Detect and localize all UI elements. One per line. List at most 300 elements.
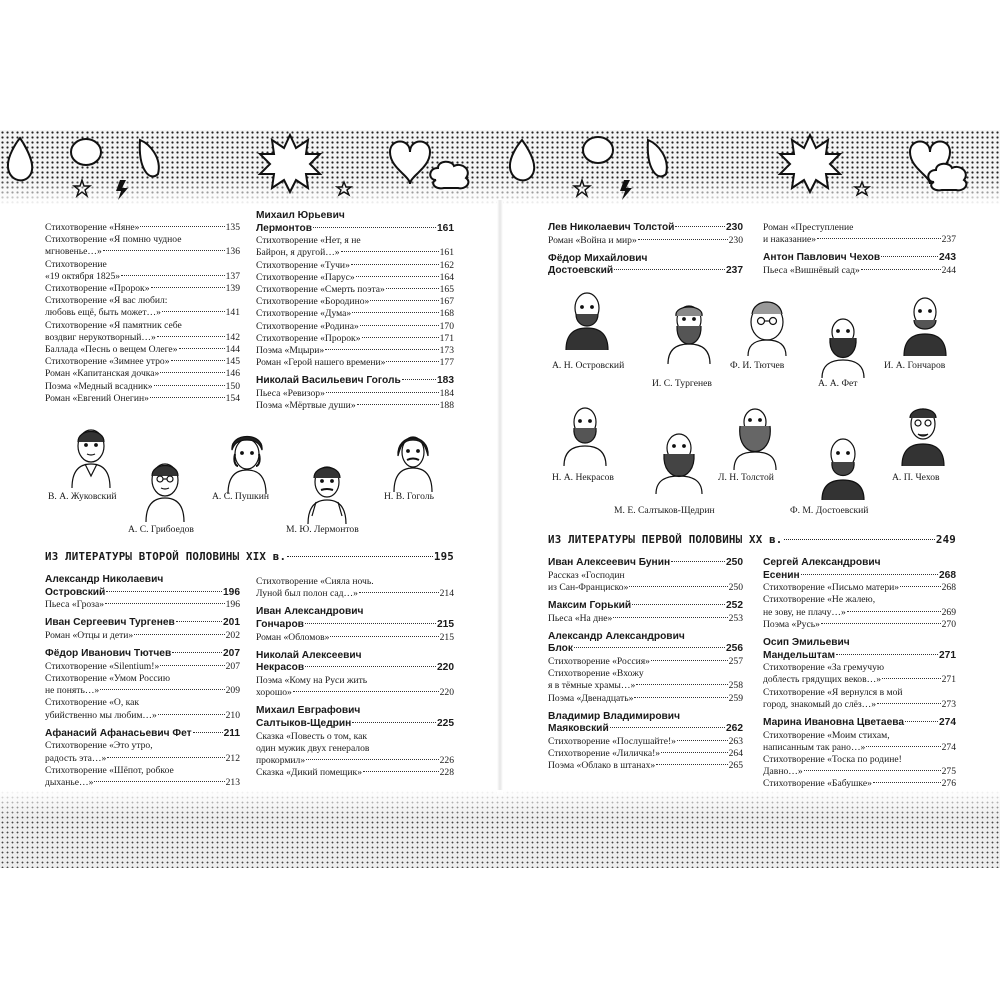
page-number: 268 [939,569,956,581]
work-title: Пьеса «Гроза» [45,599,105,611]
work-title: Поэма «Русь» [763,618,820,630]
work-title: Стихотворение «Бородино» [256,296,370,308]
portrait-gogol [390,426,436,492]
work-title: Роман «Обломов» [256,631,330,643]
dot-leader [357,404,439,405]
page-number: 142 [225,331,240,343]
author-name: Лермонтов [256,222,313,234]
toc-entry-line: Стихотворение «Я вас любил: [45,295,168,307]
work-title: Стихотворение «Бабушке» [763,778,872,790]
dot-leader [632,604,725,605]
caption-tyutchev: Ф. И. Тютчев [730,360,785,371]
toc-entry-line [256,321,454,333]
author-name: Николай Васильевич Гоголь [256,375,401,387]
toc-author-line: Николай Алексеевич [256,649,362,661]
author-name: Марина Ивановна Цветаева [763,717,905,728]
toc-entry-line [548,656,743,668]
toc-entry-line [548,736,743,748]
cloud-icon [430,162,468,189]
page-number: 177 [439,357,454,369]
page-number: 230 [728,234,743,246]
toc-author [45,587,240,600]
dot-leader [881,256,938,257]
author-name: Гончаров [256,619,304,630]
dot-leader [162,311,225,312]
author-name: Некрасов [256,662,305,674]
dot-leader [100,689,224,690]
work-title: Роман «Отцы и дети» [45,629,134,641]
toc-entry-line: Стихотворение «За гремучую [763,662,885,674]
page-number: 250 [726,557,743,568]
section-heading-xix [45,550,454,563]
section-title: ИЗ ЛИТЕРАТУРЫ ПЕРВОЙ ПОЛОВИНЫ XX в. [548,533,783,546]
page-number: 196 [225,599,240,611]
work-title: любовь ещё, быть может…» [45,307,161,319]
right-toc-column-4 [763,557,956,791]
page-number: 258 [728,680,743,692]
dot-leader [656,764,727,765]
left-toc-column-1 [45,222,240,405]
toc-author [548,711,743,724]
toc-entry-line [256,260,454,272]
dot-leader [140,226,224,227]
page-number: 230 [726,222,743,233]
toc-author-line: Сергей Александрович [763,557,881,568]
burst-icon [260,135,320,192]
page-number: 188 [439,400,454,412]
dot-leader [402,379,436,380]
heart-icon [390,142,430,185]
toc-author [548,557,743,570]
dot-leader [804,770,941,771]
dot-leader [386,361,438,362]
toc-entry-line: Стихотворение «Это утро, [45,740,153,752]
dot-leader [574,647,725,648]
dot-leader [293,691,439,692]
page-number: 135 [225,222,240,233]
decorative-shapes [0,130,1000,210]
toc-author [45,728,240,741]
dot-leader [94,781,224,782]
toc-entry-line [256,388,454,400]
dot-leader [150,397,225,398]
dot-leader [356,276,439,277]
page-number: 274 [939,717,956,728]
page-number: 212 [225,752,240,764]
dot-leader [360,325,439,326]
page-number: 154 [225,392,240,404]
page-number: 141 [225,307,240,319]
author-name: Афанасий Афанасьевич Фет [45,727,192,739]
dot-leader [613,617,727,618]
toc-author-line [763,650,956,663]
work-title: Стихотворение «Зимнее утро» [45,356,170,368]
toc-author [763,570,956,583]
toc-author-line [763,717,956,730]
portrait-griboyedov [142,456,188,522]
dot-leader [179,348,225,349]
dot-leader [306,759,438,760]
toc-author [256,650,454,663]
toc-entry-line [256,767,454,779]
portrait-nekrasov [560,402,610,466]
toc-author-line [763,252,956,265]
toc-author [763,650,956,663]
work-title: Пьеса «Вишнёвый сад» [763,265,860,276]
caption-tolstoy: Л. Н. Толстой [718,472,774,483]
work-title: Стихотворение «Няне» [45,222,140,233]
toc-entry-line [45,332,240,344]
page-number: 271 [941,674,956,686]
page-number: 170 [439,320,454,332]
work-title: Стихотворение «Silentium!» [45,660,160,672]
toc-author [548,723,743,736]
portrait-ostrovsky [562,286,612,350]
toc-entry-line [45,393,240,405]
page-number: 161 [437,222,454,234]
page-number: 268 [941,582,956,594]
toc-entry-line [45,630,240,642]
dot-leader [330,636,438,637]
leaf-shape-icon [648,140,667,176]
toc-entry-line [45,271,240,283]
star-icon [855,182,869,195]
work-title: Стихотворение «Россия» [548,655,650,667]
page-number: 237 [726,265,743,277]
toc-author-line: Александр Александрович [548,630,685,642]
toc-author [763,717,956,730]
toc-entry-line: Стихотворение «Моим стихам, [763,729,890,741]
dot-leader [634,697,727,698]
page-number: 226 [439,754,454,766]
page-number: 145 [225,356,240,368]
left-toc-column-3 [45,574,240,789]
book-gutter [497,200,503,795]
page-number: 211 [223,727,240,739]
page-number: 150 [225,380,240,392]
dot-leader [801,574,938,575]
toc-author-line [548,265,743,278]
toc-author-line [763,570,956,583]
caption-zhukovsky: В. А. Жуковский [48,491,117,502]
page-number: 264 [728,748,743,760]
dot-leader [193,732,223,733]
work-title: Давно…» [763,766,803,778]
toc-author-line: Михаил Евграфович [256,705,361,717]
page-number: 215 [439,631,454,643]
work-title: Байрон, я другой…» [256,247,340,259]
page-number: 220 [439,687,454,699]
page-number: 195 [433,550,454,563]
caption-turgenev: И. С. Тургенев [652,378,712,389]
toc-author-line: Фёдор Михайлович [548,252,648,264]
toc-entry-line [45,246,240,258]
work-title: убийственно мы любим…» [45,709,157,721]
page-number: 276 [941,778,956,790]
page-number: 237 [941,234,956,246]
toc-author [45,617,240,630]
toc-author [256,375,454,388]
caption-chekhov: А. П. Чехов [892,472,940,483]
toc-entry-line [763,619,956,631]
toc-author [256,705,454,718]
caption-lermontov: М. Ю. Лермонтов [286,524,359,535]
work-title: не зову, не плачу…» [763,606,846,618]
right-toc-column-1 [548,222,743,278]
caption-dostoevsky: Ф. М. Достоевский [790,505,869,516]
toc-author-line [548,723,743,736]
page-number: 164 [439,271,454,283]
star-icon [574,180,590,196]
dot-leader [873,782,941,783]
page-number: 183 [437,375,454,387]
caption-saltykov-shchedrin: М. Е. Салтыков-Щедрин [614,505,715,516]
dot-leader [677,740,728,741]
work-title: и наказание» [763,234,817,246]
toc-entry-line [548,693,743,705]
toc-entry-line: Сказка «Повесть о том, как [256,730,368,742]
page-number: 215 [437,619,454,630]
caption-goncharov: И. А. Гончаров [884,360,946,371]
toc-author-line [45,728,240,741]
toc-entry-line [45,283,240,295]
dot-leader [882,678,941,679]
toc-author-line [45,587,240,600]
toc-entry-line [763,778,956,790]
toc-entry-line [256,308,454,320]
work-title: Баллада «Песнь о вещем Олеге» [45,344,178,356]
page-number: 270 [941,618,956,630]
work-title: радость эта…» [45,752,107,764]
dot-leader [103,250,225,251]
work-title: Роман «Война и мир» [548,234,637,246]
toc-author-line [548,557,743,570]
toc-entry-line [763,742,956,754]
caption-gogol: Н. В. Гоголь [384,491,434,502]
toc-author [548,253,743,266]
toc-entry-line [256,755,454,767]
toc-author [45,574,240,587]
dot-leader [154,385,225,386]
left-toc-column-2 [256,210,454,412]
toc-entry-line [763,582,956,594]
page-number: 144 [225,344,240,356]
toc-author-line: Иван Александрович [256,606,364,618]
toc-author [763,252,956,265]
portrait-zhukovsky [68,422,114,488]
page-number: 228 [439,767,454,779]
work-title: Роман «Герой нашего времени» [256,357,386,369]
work-title: Стихотворение «Родина» [256,320,359,332]
work-title: Поэма «Медный всадник» [45,380,153,392]
author-name: Блок [548,643,573,655]
author-name: Фёдор Иванович Тютчев [45,648,172,660]
toc-author-line [256,718,454,731]
author-name: Антон Павлович Чехов [763,252,881,264]
portrait-tolstoy [728,404,782,470]
toc-entry-line [548,235,743,247]
toc-author-line: Владимир Владимирович [548,710,680,722]
dot-leader [363,771,439,772]
right-toc-column-2 [763,222,956,277]
toc-author-line [256,223,454,236]
author-name: Мандельштам [763,649,835,661]
toc-entry-line [45,777,240,789]
toc-entry-line: Поэма «Кому на Руси жить [256,674,368,686]
page-number: 201 [223,617,240,629]
toc-author [548,631,743,644]
work-title: доблесть грядущих веков…» [763,674,881,686]
work-title: «19 октября 1825» [45,270,121,282]
page-number: 167 [439,296,454,308]
page-number: 213 [225,777,240,788]
toc-author-line [256,619,454,632]
toc-entry-line [548,680,743,692]
dot-leader [171,360,225,361]
work-title: Роман «Капитанская дочка» [45,368,160,380]
toc-author [256,662,454,675]
page-number: 265 [728,760,743,772]
dot-leader [671,561,725,562]
star-icon [74,180,90,196]
work-title: написанным так рано…» [763,741,866,753]
dot-leader [636,684,727,685]
page-number: 162 [439,259,454,271]
page-number: 253 [728,612,743,624]
dot-leader [362,337,439,338]
dot-leader [784,539,935,540]
lightning-icon [620,180,632,200]
dot-leader [352,312,438,313]
page-number: 210 [225,709,240,721]
page-number: 168 [439,308,454,320]
toc-entry-line: Стихотворение «Тоска по родине! [763,754,902,765]
work-title: Стихотворение «Пророк» [256,332,361,344]
toc-entry-line: Стихотворение «Я вернулся в мой [763,686,903,698]
page-number: 214 [439,588,454,600]
work-title: Стихотворение «Дума» [256,308,352,320]
toc-entry-line [763,607,956,619]
toc-author-line [256,662,454,675]
toc-author [763,637,956,650]
toc-entry-line [45,222,240,234]
dot-leader [107,757,224,758]
dot-leader [629,586,727,587]
page-number: 263 [728,735,743,747]
portrait-turgenev [664,300,714,364]
dot-leader [610,727,725,728]
page-number: 209 [225,685,240,697]
toc-entry-line [45,381,240,393]
toc-entry-line: Стихотворение «Я памятник себе [45,319,182,331]
author-name: Салтыков-Щедрин [256,717,352,729]
work-title: Поэма «Двенадцать» [548,692,634,704]
work-title: Пьеса «Ревизор» [256,388,325,400]
toc-author [763,557,956,570]
toc-entry-line: Рассказ «Господин [548,569,625,581]
caption-nekrasov: Н. А. Некрасов [552,472,614,483]
work-title: город, знакомый до слёз…» [763,698,877,710]
toc-entry-line [763,766,956,778]
toc-entry-line: Стихотворение «Умом Россию [45,672,170,684]
author-name: Иван Алексеевич Бунин [548,557,671,568]
section-title: ИЗ ЛИТЕРАТУРЫ ВТОРОЙ ПОЛОВИНЫ XIX в. [45,550,287,563]
burst-icon [780,135,840,192]
toc-entry-line [548,613,743,625]
dot-leader [359,592,439,593]
caption-ostrovsky: А. Н. Островский [552,360,625,371]
page-number: 271 [939,649,956,661]
page-number: 137 [225,270,240,282]
dot-leader [313,227,436,228]
dot-leader [326,392,439,393]
dot-leader [614,269,725,270]
toc-entry-line [45,344,240,356]
toc-entry-line [763,699,956,711]
toc-entry-line: один мужик двух генералов [256,742,370,754]
page-number: 274 [941,741,956,753]
toc-author [548,600,743,613]
portrait-lermontov [304,458,350,524]
dot-leader [651,660,728,661]
toc-author-line [548,643,743,656]
dot-leader [287,556,433,557]
work-title: дыханье…» [45,777,94,788]
bottom-halftone-band [0,790,1000,868]
dot-leader [172,652,222,653]
page-number: 161 [439,247,454,259]
toc-entry-line: Стихотворение [45,258,107,270]
circle-icon [583,137,613,163]
toc-entry-line [45,599,240,611]
page-number: 165 [439,284,454,295]
left-toc-column-4 [256,576,454,779]
toc-entry-line: Стихотворение «Я помню чудное [45,234,182,246]
portrait-tyutchev [742,296,792,356]
star-icon [337,182,351,195]
portrait-fet [818,314,868,378]
page-number: 257 [728,655,743,667]
toc-entry-line [256,284,454,296]
toc-author-line: Михаил Юрьевич [256,210,345,221]
page-number: 262 [726,723,743,735]
toc-entry-line: Роман «Преступление [763,222,854,233]
toc-author [256,606,454,619]
dot-leader [160,665,224,666]
toc-author [256,619,454,632]
caption-griboyedov: А. С. Грибоедов [128,524,194,535]
toc-entry-line [45,307,240,319]
work-title: Сказка «Дикий помещик» [256,767,362,779]
page-number: 196 [223,586,240,598]
portrait-dostoevsky [818,434,868,500]
toc-author-line [256,375,454,388]
dot-leader [158,714,225,715]
toc-author [548,222,743,235]
author-name: Максим Горький [548,600,632,611]
page-number: 243 [939,252,956,264]
dot-leader [836,654,938,655]
dot-leader [151,287,225,288]
page-number: 136 [225,246,240,258]
work-title: Стихотворение «Письмо матери» [763,582,900,594]
portrait-goncharov [900,292,950,356]
circle-icon [71,139,101,165]
author-name: Островский [45,586,106,598]
toc-author-line [45,648,240,661]
portrait-saltykov-shchedrin [652,428,706,494]
toc-entry-line [763,265,956,277]
